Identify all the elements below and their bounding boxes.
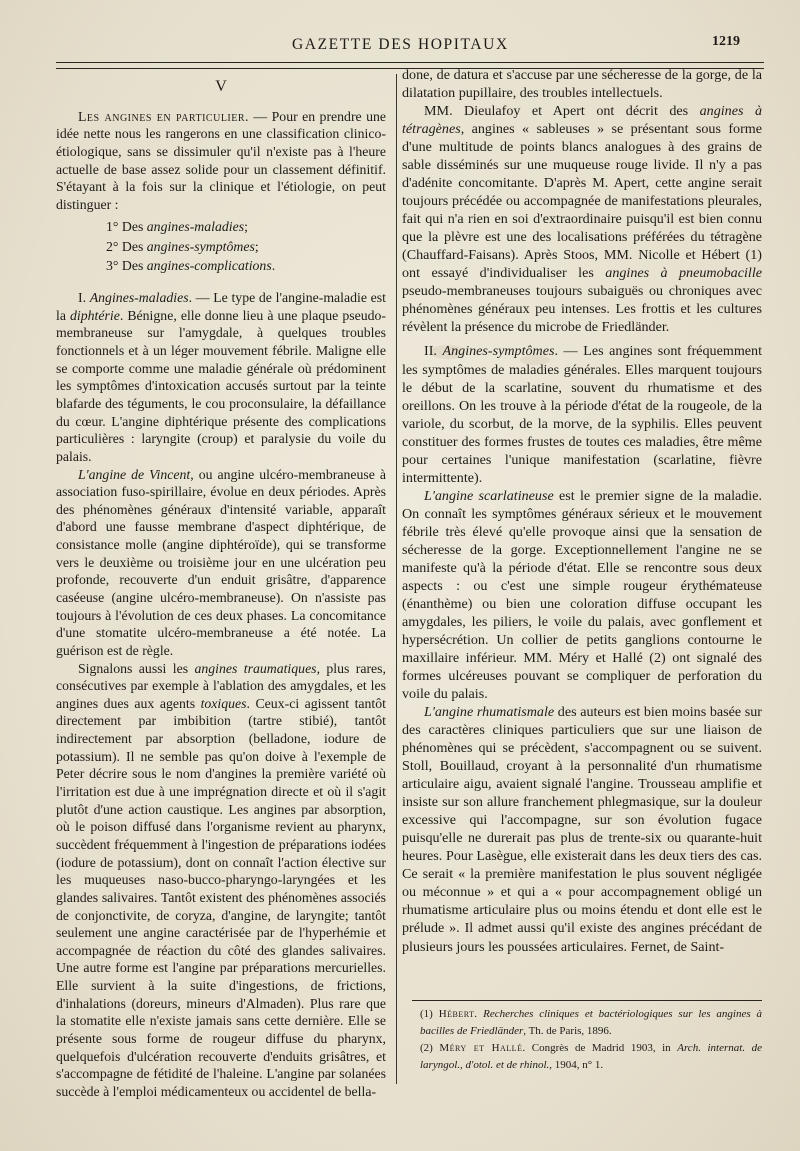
- paragraph-text: est le premier signe de la maladie. On connaît les symptômes généraux sérieux et le mouvement fébrile très élevé qu'elle provoque ainsi que la sensation de sécheresse de la gorge. Exceptionnellement l'angine ne se manifeste qu'à la période d'état. Elle se rencontre sous deux aspects : ou c'est une simple rougeur érythémateuse (énanthème) ou bien une coloration diffuse occupant les amygdales, les piliers, le voile du palais, avec gonflement et hypersécrétion. Un collier de petits ganglions contourne le maxillaire inférieur. MM. Méry et Hallé (2) ont signalé des formes ulcéreuses pouvant se compliquer de perforation du voile du palais.: [402, 487, 763, 703]
- list-term: angines-complications: [146, 257, 272, 273]
- list-text: Des: [121, 219, 147, 235]
- list-punct: ;: [244, 219, 248, 235]
- emphasis: toxiques: [200, 695, 247, 711]
- footnote: [420, 1006, 762, 1040]
- footnote-text: , Th. de Paris, 1896.: [523, 1025, 612, 1037]
- footnote-title: Arch. internat. de laryngol., d'otol. et de rhinol.: [420, 1042, 762, 1071]
- paragraph-text: — Pour en prendre une idée nette nous les rangerons en une classification clinico-étiologique, sans se dissimuler qu'il n'existe pas à l'heure actuelle de base assez solide pour un classement définitif. S'étayant à la fois sur la clinique et l'étiologie, on peut distinguer :: [56, 108, 387, 212]
- emphasis: angines traumatiques: [194, 660, 317, 676]
- paragraph-text: . — Le type de l'angine-maladie est la: [56, 290, 386, 323]
- list-item: [106, 237, 386, 256]
- emphasis: angines à tétragènes: [402, 103, 762, 138]
- paragraph: [402, 487, 762, 703]
- subheading: Angines-maladies: [89, 290, 189, 306]
- emphasis: L'angine scarlatineuse: [424, 487, 554, 504]
- emphasis: diphtérie: [70, 307, 120, 323]
- header-rule: [56, 62, 764, 63]
- paragraph-text: MM. Dieulafoy et Apert ont décrit des: [424, 103, 700, 120]
- section-number: V: [215, 78, 227, 95]
- footnote-rule: [412, 1000, 762, 1001]
- paragraph-text: , plus rares, consécutives par exemple à l'ablation des amygdales, et les angines dues aux agents: [56, 660, 386, 711]
- paragraph-text: pseudo-membraneuses toujours subaiguës ou chroniques avec phénomènes généraux peu intenses. Les frottis et les cultures révèlent la présence du microbe de Friedländer.: [402, 283, 762, 336]
- paragraph-text: . Ceux-ci agissent tantôt directement par imbibition (tartre stibié), tantôt indirectement par absorption (belladone, iodure de potassium). Il ne semble pas qu'on doive à l'exemple de Peter décrire sous le nom d'angines la première variété où l'irritation est due à une imprégnation directe et où il s'agit plutôt d'une action caustique. Les angines par absorption, où le poison diffusé dans l'organisme revient au pharynx, succèdent fréquemment à l'ingestion de préparations iodées (iodure de potassium), dont on connaît l'action élective sur les muqueuses naso-bucco-pharyngo-laryngées et les glandes salivaires. Tantôt existent des phénomènes associés de conjonctivite, de coryza, d'angine, de laryngite; tantôt seulement une angine caractérisée par de l'hyperhémie et accompagnée de réaction du côté des glandes salivaires. Une autre forme est l'angine par préparations mercurielles. Elle survient à la suite d'ingestions, de frictions, d'inhalations (doreurs, mineurs d'Almaden). Plus rare que la stomatite elle n'existe jamais sans cette dernière. Elle se présente sous forme de rougeur diffuse du pharynx, quelquefois d'ulcération recouverte d'enduits grisâtres, et s'accompagne de fétidité de l'haleine. L'angine par solanées succède à l'emploi médicamenteux ou accidentel de bella-: [56, 695, 387, 1099]
- section-label: I.: [78, 290, 90, 306]
- list-number: 2°: [106, 238, 119, 254]
- emphasis: L'angine rhumatismale: [424, 704, 555, 721]
- paragraph: [402, 342, 762, 486]
- paragraph: [56, 108, 386, 214]
- footnote-title: . Recherches cliniques et bactériologiques sur les angines à bacilles de Friedländer: [420, 1008, 762, 1037]
- running-head: [0, 34, 800, 58]
- left-column: [56, 74, 386, 1101]
- list-item: [106, 217, 386, 236]
- paragraph: [56, 289, 386, 465]
- paragraph: [56, 466, 386, 660]
- paragraph: [402, 703, 762, 955]
- footnote-text: . Congrès de Madrid 1903, in: [522, 1042, 678, 1054]
- emphasis: angines à pneumobacille: [605, 265, 762, 282]
- section-label: II.: [424, 343, 443, 360]
- emphasis: L'angine de Vincent: [78, 466, 191, 482]
- list-number: 3°: [106, 257, 119, 273]
- paragraph-text: des auteurs est bien moins basée sur des caractères cliniques particuliers que sur une liaison de phénomènes qui se précèdent, s'accompagnent ou se suivent. Stoll, Bouillaud, croyant à la personnalité d'un rhumatisme articulaire aigu, avaient signalé l'angine. Trousseau amplifie et insiste sur son allure franchement phlegmasique, sur la douleur excessive qui l'accompagne, sur son évolution fugace puisqu'elle ne durerait pas plus de trente-six ou quarante-huit heures. Pour Lasègue, elle existerait dans les deux tiers des cas. Ce serait « la première manifestation le plus souvent négligée ou méconnue » et qui a « pour accompagnement obligé un rhumatisme articulaire plus ou moins étendu et dont elle est le prélude ». Il admet aussi qu'il existe des angines précédant de plusieurs jours les poussées articulaires. Fernet, de Saint-: [402, 704, 762, 955]
- list-number: 1°: [106, 219, 119, 235]
- footnote-marker: (2): [420, 1042, 440, 1054]
- subheading: Angines-symptômes: [442, 343, 555, 360]
- paragraph: [402, 102, 762, 336]
- list-text: Des: [121, 238, 147, 254]
- paragraph-text: , angines « sableuses » se présentant sous forme d'une multitude de points blancs analogues à des grains de sable disséminés sur une muqueuse rouge livide. Il n'y a pas d'adénite concomitante. D'après M. Apert, cette angine serait toujours précédée ou accompagnée de manifestations pleurales, fait qui n'a rien en soi d'extraordinaire puisqu'il est bien connu que la plèvre est une des localisations préférées du tétragène (Chauffard-Faisans). Après Stoos, MM. Nicolle et Hébert (1) ont essayé d'individualiser les: [402, 121, 762, 282]
- footnote-marker: (1): [420, 1008, 439, 1020]
- right-column: [402, 66, 762, 956]
- footnotes: [420, 1006, 762, 1074]
- journal-title: GAZETTE DES HOPITAUX: [292, 36, 509, 53]
- footnote: [420, 1040, 762, 1074]
- paragraph-text: , ou angine ulcéro-membraneuse à association fuso-spirillaire, évolue en deux périodes. Après des phénomènes généraux d'intensité variable, apparaît d'abord une fausse membrane d'aspect diphtérique, de consistance molle (angine diphtéroïde), qui se transforme vers le deuxième ou troisième jour en une ulcération peu profonde, recouverte d'un enduit grisâtre, d'apparence caséeuse (angine ulcéro-membraneuse). On n'assiste pas toujours à l'évolution de ces deux phases. La concomitance d'une stomatite ulcéro-membraneuse a été notée. La guérison est de règle.: [56, 466, 386, 658]
- list-term: angines-maladies: [146, 219, 245, 235]
- paragraph-text: Signalons aussi les: [78, 660, 195, 676]
- list-term: angines-symptômes: [146, 238, 255, 254]
- classification-list: [56, 217, 386, 275]
- paragraph-text: . Bénigne, elle donne lieu à une plaque pseudo-membraneuse sur l'amygdale, à quelques troubles fonctionnels et à un léger mouvement fébrile. Maligne elle se comporte comme une maladie générale où prédominent les symptômes d'intoxication accusés surtout par la teinte blafarde des téguments, le cou proconsulaire, la défaillance du cœur. L'angine diphtérique présente des complications particulières : laryngite (croup) et paralysie du voile du palais.: [56, 307, 386, 464]
- footnote-author: Hébert: [438, 1008, 475, 1020]
- page-number: 1219: [712, 34, 740, 49]
- paragraph: [56, 660, 386, 1101]
- paragraph-text: . — Les angines sont fréquemment les symptômes de maladies générales. Elles marquent toujours le début de la scarlatine, souvent du rhumatisme et des oreillons. On les trouve à la période d'état de la rougeole, de la variole, du scorbut, de la morve, de la syphilis. Elles peuvent constituer des formes frustes de toutes ces maladies, être même pour certaines l'unique manifestation (scarlatine, fièvre intermittente).: [402, 343, 763, 486]
- list-punct: .: [271, 257, 276, 273]
- column-divider: [396, 74, 397, 1084]
- list-item: [106, 256, 386, 275]
- footnote-text: , 1904, n° 1.: [549, 1059, 604, 1071]
- list-punct: ;: [254, 238, 259, 254]
- footnote-author: Méry et Hallé: [439, 1042, 523, 1054]
- run-in-heading: Les angines en particulier.: [78, 108, 249, 124]
- list-text: Des: [121, 257, 147, 273]
- paragraph: done, de datura et s'accuse par une sécheresse de la gorge, de la dilatation pupillaire, des troubles intellectuels.: [402, 67, 762, 102]
